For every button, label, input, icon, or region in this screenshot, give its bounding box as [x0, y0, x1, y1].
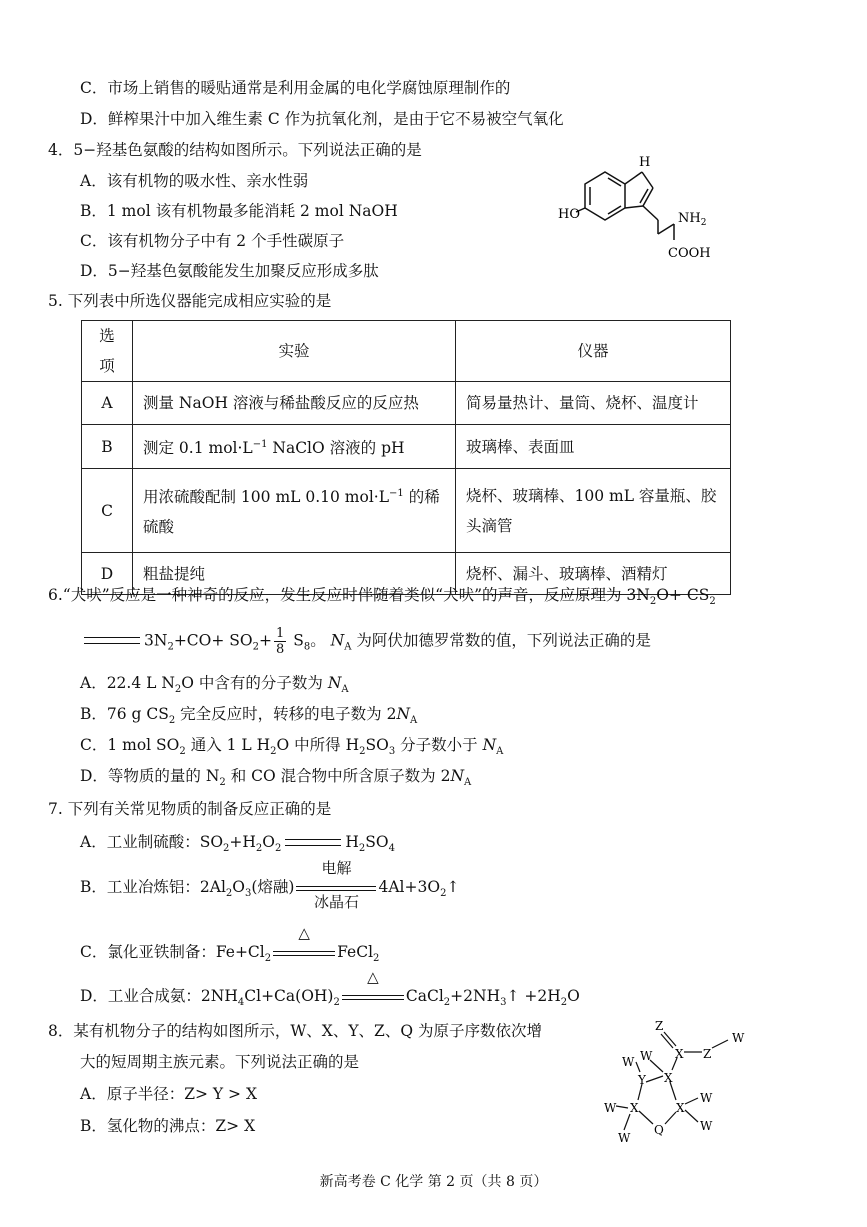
q3-option-d: D．鲜榨果汁中加入维生素 C 作为抗氧化剂，是由于它不易被空气氧化 [80, 110, 564, 128]
q8-option-b: B．氢化物的沸点：Z> X [80, 1117, 256, 1135]
q8-structure-figure [590, 1018, 750, 1150]
table-header-row [82, 321, 731, 382]
fraction: $\frac{1}{8}$ [275, 626, 285, 657]
q4-structure-figure [550, 150, 730, 270]
atom-z: Z [703, 1047, 712, 1061]
q4-option-c: C．该有机物分子中有 2 个手性碳原子 [80, 232, 345, 250]
atom-y: Y [638, 1073, 646, 1087]
table-cell-instrument: 简易量热计、量筒、烧杯、温度计 [456, 382, 731, 425]
q7-option-d: D．工业合成氨：$2NH_4Cl+Ca(OH)_2$ △ $CaCl_2+2NH_3↑ +2H_2O$ [80, 968, 580, 1009]
q7-option-b: B．工业冶炼铝：$2Al_2O_3$(熔融) 电解 冰晶石 $4Al+3O_2↑$ [80, 859, 460, 911]
table-cell-experiment: 粗盐提纯 [133, 553, 456, 595]
q6-option-d: D．等物质的量的 $N_2$ 和 CO 混合物中所含原子数为 $2N_A$ [80, 767, 472, 789]
q8-stem-line1: 8．某有机物分子的结构如图所示，W、X、Y、Z、Q 为原子序数依次增 [48, 1022, 542, 1040]
q8-option-a: A．原子半径：Z> Y > X [80, 1085, 257, 1103]
atom-w: W [622, 1055, 635, 1069]
page-footer: 新高考卷 C 化学 第 2 页（共 8 页） [319, 1174, 548, 1190]
equals-sign [84, 637, 140, 644]
q5-table [81, 320, 731, 595]
atom-q: Q [654, 1123, 664, 1137]
table-row [82, 469, 731, 553]
atom-x: X [664, 1071, 673, 1085]
atom-x: X [676, 1101, 685, 1115]
reaction-condition: △ [342, 987, 404, 1007]
atom-x: X [675, 1047, 684, 1061]
table-cell-experiment: 测定 0.1 $mol\cdot L^{-1}$ NaClO 溶液的 pH [133, 425, 456, 469]
equals-sign [285, 839, 341, 846]
q7-option-c: C．氯化亚铁制备：$Fe+Cl_2$ △ FeCl$_2$ [80, 924, 380, 965]
atom-w: W [604, 1101, 617, 1115]
atom-w: W [700, 1119, 713, 1133]
q4-option-b: B．1 mol 该有机物最多能消耗 2 mol NaOH [80, 202, 398, 220]
atom-z: Z [655, 1019, 664, 1033]
q4-figure-ho: HO [558, 207, 580, 222]
q6-stem-line1: 6.“犬吠”反应是一种神奇的反应，发生反应时伴随着类似“犬吠”的声音，反应原理为 $3N_2O+ CS_2$ [48, 586, 716, 608]
table-row [82, 425, 731, 469]
q7-stem: 7. 下列有关常见物质的制备反应正确的是 [48, 800, 332, 818]
table-cell-option: D [82, 553, 133, 595]
q6-equation-line: $3N_2+CO+ SO_2+$ $\frac{1}{8}$ $S_8$。 $N_A$ 为阿伏加德罗常数的值，下列说法正确的是 [80, 626, 651, 658]
table-cell-instrument: 烧杯、漏斗、玻璃棒、酒精灯 [456, 553, 731, 595]
table-cell-instrument: 烧杯、玻璃棒、100 mL 容量瓶、胶 头滴管 [456, 469, 731, 553]
table-cell-experiment: 用浓硫酸配制 100 mL 0.10 $mol\cdot L^{-1}$ 的稀 硫酸 [133, 469, 456, 553]
table-cell-instrument: 玻璃棒、表面皿 [456, 425, 731, 469]
table-cell-option: B [82, 425, 133, 469]
table-header-instrument: 仪器 [456, 321, 731, 382]
q4-stem: 4．5−羟基色氨酸的结构如图所示。下列说法正确的是 [48, 141, 422, 159]
table-header-option: 选项 [82, 321, 133, 382]
q4-figure-h: H [639, 155, 651, 170]
table-cell-option: A [82, 382, 133, 425]
q6-option-b: B．76 g $CS_2$ 完全反应时，转移的电子数为 $2N_A$ [80, 705, 418, 727]
q4-figure-cooh: COOH [668, 246, 711, 261]
atom-w: W [618, 1131, 631, 1145]
atom-w: W [700, 1091, 713, 1105]
q8-stem-line2: 大的短周期主族元素。下列说法正确的是 [80, 1053, 360, 1071]
q7-option-a: A．工业制硫酸：$SO_2+H_2O_2$ $H_2SO_4$ [80, 833, 395, 855]
q4-option-a: A．该有机物的吸水性、亲水性弱 [80, 172, 309, 190]
q5-stem: 5. 下列表中所选仪器能完成相应实验的是 [48, 292, 332, 310]
reaction-condition: △ [273, 943, 335, 963]
reaction-condition: 电解 冰晶石 [296, 878, 376, 898]
q4-figure-nh2: $NH_2$ [678, 211, 707, 228]
table-header-experiment: 实验 [133, 321, 456, 382]
q6-option-c: C．1 mol $SO_2$ 通入 1 L $H_2O$ 中所得 $H_2SO_3$ 分子数小于 $N_A$ [80, 736, 504, 758]
atom-w: W [732, 1031, 745, 1045]
q6-option-a: A．22.4 L $N_2O$ 中含有的分子数为 $N_A$ [80, 674, 349, 696]
atom-w: W [640, 1049, 653, 1063]
q4-option-d: D．5−羟基色氨酸能发生加聚反应形成多肽 [80, 262, 379, 280]
atom-x: X [630, 1101, 639, 1115]
table-cell-option: C [82, 469, 133, 553]
table-cell-experiment: 测量 NaOH 溶液与稀盐酸反应的反应热 [133, 382, 456, 425]
table-row [82, 382, 731, 425]
q3-option-c: C．市场上销售的暖贴通常是利用金属的电化学腐蚀原理制作的 [80, 79, 511, 97]
